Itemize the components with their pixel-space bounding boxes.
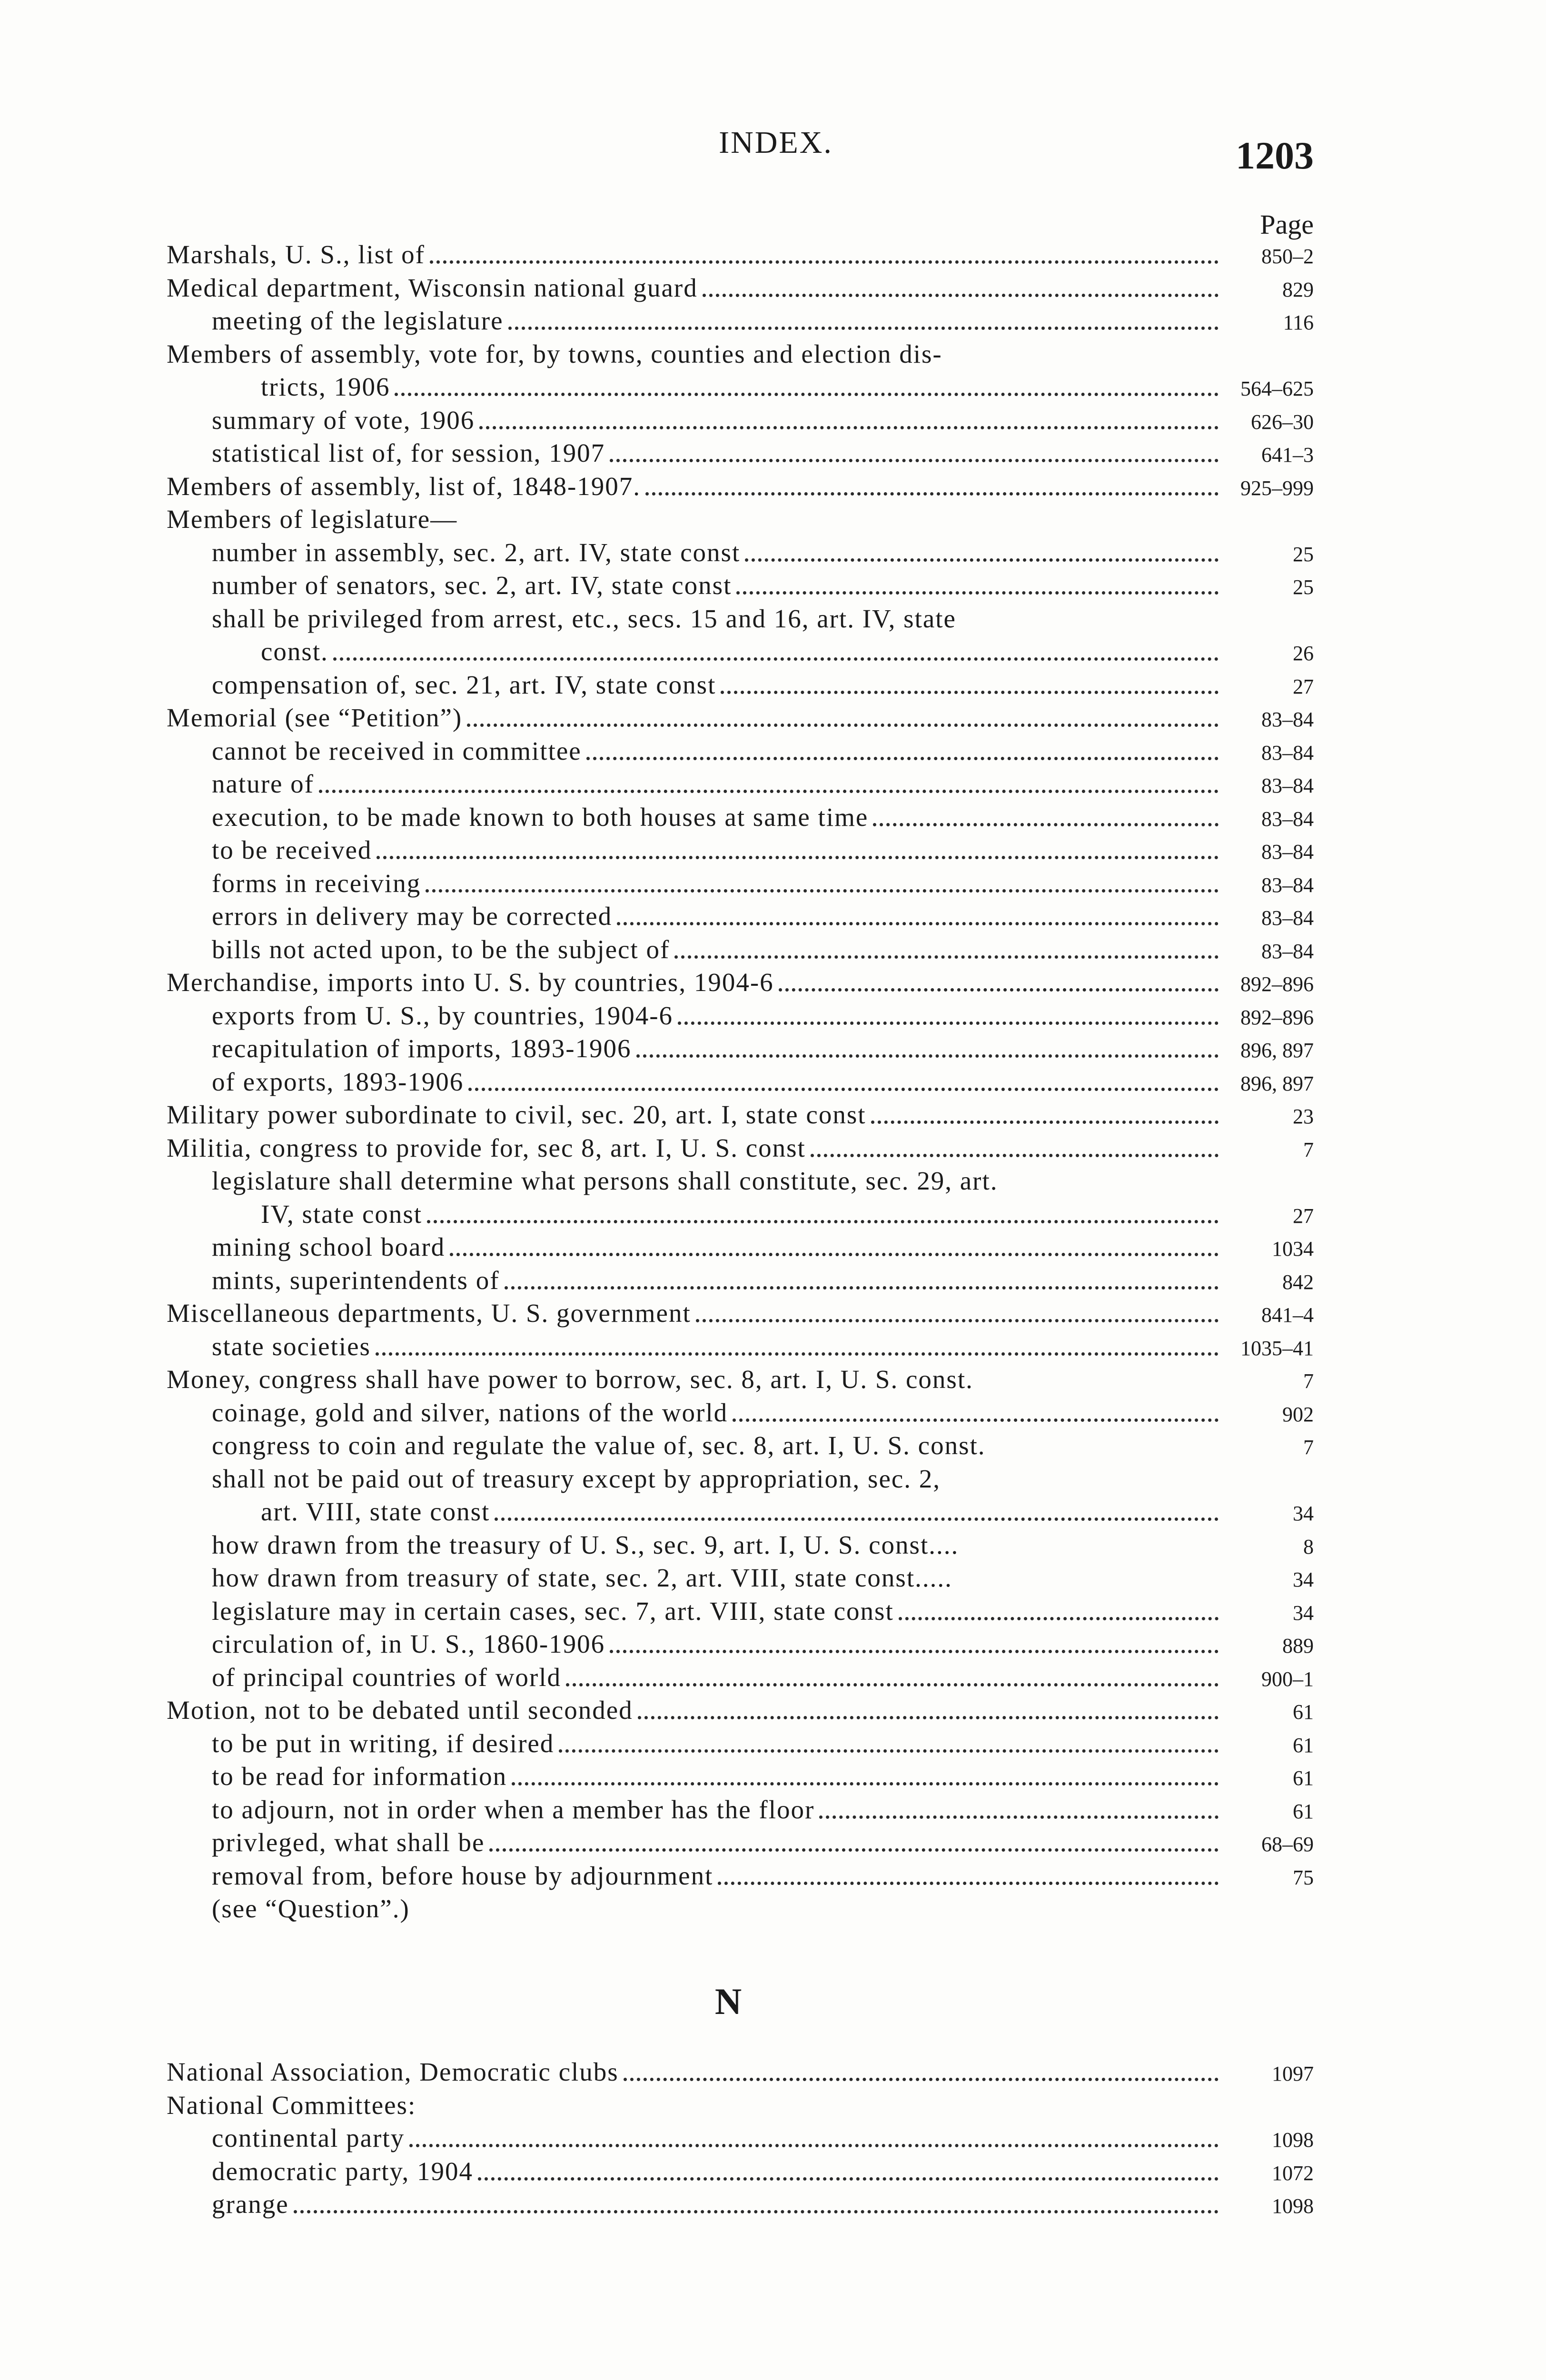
entry-page-ref: 26 bbox=[1293, 642, 1314, 665]
page-column-label: Page bbox=[1260, 209, 1314, 240]
dot-leader bbox=[899, 1617, 1219, 1620]
entry-page-ref: 841–4 bbox=[1261, 1303, 1314, 1327]
index-entry bbox=[0, 1595, 1546, 1628]
dot-leader bbox=[467, 724, 1219, 727]
index-entry bbox=[0, 1264, 1546, 1297]
index-entry bbox=[0, 734, 1546, 768]
entry-page-ref: 83–84 bbox=[1261, 774, 1314, 797]
entry-text: continental party bbox=[212, 2122, 409, 2155]
index-entry bbox=[0, 1297, 1546, 1330]
dot-leader bbox=[508, 327, 1219, 330]
dot-leader bbox=[505, 1286, 1219, 1289]
index-entry bbox=[0, 2188, 1546, 2221]
index-entry bbox=[0, 933, 1546, 966]
index-entry bbox=[0, 1495, 1546, 1528]
index-entry bbox=[0, 1230, 1546, 1264]
entry-text: Military power subordinate to civil, sec. 20, art. I, state const bbox=[167, 1098, 871, 1131]
index-entry bbox=[0, 569, 1546, 602]
entry-page-ref: 842 bbox=[1282, 1270, 1314, 1294]
dot-leader bbox=[566, 1683, 1219, 1686]
dot-leader bbox=[430, 260, 1219, 264]
dot-leader bbox=[377, 856, 1219, 859]
entry-page-ref: 889 bbox=[1282, 1634, 1314, 1657]
index-entry bbox=[0, 801, 1546, 834]
index-entry bbox=[0, 1098, 1546, 1131]
entry-text: number of senators, sec. 2, art. IV, state const bbox=[212, 569, 736, 602]
dot-leader bbox=[624, 2078, 1219, 2081]
entry-text: Money, congress shall have power to borrow, sec. 8, art. I, U. S. const. bbox=[167, 1363, 978, 1396]
entry-page-ref: 61 bbox=[1293, 1799, 1314, 1823]
entry-page-ref: 1072 bbox=[1272, 2161, 1314, 2185]
index-entry bbox=[0, 1164, 1546, 1198]
entry-text: mints, superintendents of bbox=[212, 1264, 505, 1297]
entry-page-ref: 83–84 bbox=[1261, 873, 1314, 897]
dot-leader bbox=[409, 2144, 1219, 2147]
index-entry bbox=[0, 1032, 1546, 1065]
entry-text: legislature shall determine what persons shall constitute, sec. 29, art. bbox=[212, 1164, 1003, 1198]
entry-text: Memorial (see “Petition”) bbox=[167, 701, 467, 734]
dot-leader bbox=[450, 1253, 1219, 1256]
entry-text: const. bbox=[261, 635, 333, 668]
entry-page-ref: 850–2 bbox=[1261, 245, 1314, 268]
entry-page-ref: 25 bbox=[1293, 575, 1314, 599]
entry-page-ref: 61 bbox=[1293, 1766, 1314, 1790]
index-entry bbox=[0, 304, 1546, 337]
dot-leader bbox=[703, 294, 1219, 297]
entry-page-ref: 34 bbox=[1293, 1601, 1314, 1625]
entry-text: democratic party, 1904 bbox=[212, 2155, 478, 2188]
entry-page-ref: 83–84 bbox=[1261, 807, 1314, 831]
index-entry bbox=[0, 1627, 1546, 1661]
entry-text: state societies bbox=[212, 1330, 376, 1363]
entry-text: Merchandise, imports into U. S. by countries, 1904-6 bbox=[167, 966, 779, 999]
index-entry bbox=[0, 1760, 1546, 1793]
entry-text: Members of assembly, vote for, by towns, counties and election dis- bbox=[167, 337, 947, 371]
dot-leader bbox=[376, 1352, 1219, 1356]
dot-leader bbox=[468, 1088, 1219, 1091]
entry-text: to be put in writing, if desired bbox=[212, 1727, 559, 1760]
entry-page-ref: 829 bbox=[1282, 278, 1314, 301]
index-entry bbox=[0, 2089, 1546, 2122]
entry-page-ref: 83–84 bbox=[1261, 939, 1314, 963]
entry-page-ref: 83–84 bbox=[1261, 840, 1314, 863]
index-entry bbox=[0, 1330, 1546, 1363]
index-entry bbox=[0, 767, 1546, 801]
entry-text: mining school board bbox=[212, 1230, 450, 1264]
entry-page-ref: 1034 bbox=[1272, 1237, 1314, 1260]
index-entry bbox=[0, 1561, 1546, 1595]
entry-page-ref: 641–3 bbox=[1261, 443, 1314, 466]
entry-page-ref: 1097 bbox=[1272, 2062, 1314, 2085]
index-entry bbox=[0, 1363, 1546, 1396]
entry-page-ref: 1098 bbox=[1272, 2128, 1314, 2152]
entry-text: bills not acted upon, to be the subject of bbox=[212, 933, 674, 966]
entry-text: Motion, not to be debated until seconded bbox=[167, 1694, 638, 1727]
dot-leader bbox=[678, 1021, 1219, 1025]
index-entry bbox=[0, 1528, 1546, 1562]
entry-text: shall be privileged from arrest, etc., secs. 15 and 16, art. IV, state bbox=[212, 602, 961, 635]
dot-leader bbox=[478, 2177, 1219, 2181]
entry-page-ref: 68–69 bbox=[1261, 1833, 1314, 1856]
entry-page-ref: 564–625 bbox=[1240, 377, 1314, 400]
dot-leader bbox=[696, 1319, 1219, 1322]
dot-leader bbox=[610, 1650, 1219, 1653]
index-entry bbox=[0, 536, 1546, 569]
entry-text: Members of legislature— bbox=[167, 503, 462, 536]
entry-text: Marshals, U. S., list of bbox=[167, 238, 430, 271]
entry-text: meeting of the legislature bbox=[212, 304, 508, 337]
entry-text: Militia, congress to provide for, sec 8, art. I, U. S. const bbox=[167, 1131, 811, 1165]
index-entry bbox=[0, 503, 1546, 536]
entry-text: shall not be paid out of treasury except by appropriation, sec. 2, bbox=[212, 1462, 945, 1496]
entry-page-ref: 27 bbox=[1293, 1204, 1314, 1228]
dot-leader bbox=[426, 889, 1219, 892]
dot-leader bbox=[495, 1517, 1219, 1521]
dot-leader bbox=[512, 1782, 1219, 1785]
index-entry bbox=[0, 2055, 1546, 2089]
entry-page-ref: 83–84 bbox=[1261, 741, 1314, 764]
index-entry bbox=[0, 271, 1546, 305]
dot-leader bbox=[733, 1418, 1219, 1422]
entry-page-ref: 34 bbox=[1293, 1568, 1314, 1591]
index-entry bbox=[0, 2122, 1546, 2155]
entry-page-ref: 61 bbox=[1293, 1733, 1314, 1757]
entry-text: (see “Question”.) bbox=[212, 1892, 415, 1925]
entry-text: Miscellaneous departments, U. S. government bbox=[167, 1297, 696, 1330]
dot-leader bbox=[721, 691, 1219, 694]
entry-text: coinage, gold and silver, nations of the world bbox=[212, 1396, 733, 1429]
entry-text: how drawn from treasury of state, sec. 2, art. VIII, state const..... bbox=[212, 1561, 957, 1595]
index-entry bbox=[0, 701, 1546, 734]
entry-text: of exports, 1893-1906 bbox=[212, 1065, 468, 1099]
dot-leader bbox=[489, 1848, 1219, 1852]
dot-leader bbox=[645, 492, 1219, 496]
index-entry bbox=[0, 1396, 1546, 1429]
index-entry bbox=[0, 1694, 1546, 1727]
entry-page-ref: 83–84 bbox=[1261, 708, 1314, 731]
index-entry bbox=[0, 2155, 1546, 2188]
entry-text: compensation of, sec. 21, art. IV, state const bbox=[212, 668, 721, 702]
entry-page-ref: 1098 bbox=[1272, 2194, 1314, 2218]
index-entry bbox=[0, 1892, 1546, 1925]
dot-leader bbox=[617, 922, 1219, 925]
index-entries-n bbox=[0, 2055, 1546, 2221]
entry-text: tricts, 1906 bbox=[261, 370, 395, 404]
entry-page-ref: 7 bbox=[1303, 1369, 1314, 1393]
index-entry bbox=[0, 1661, 1546, 1694]
dot-leader bbox=[294, 2210, 1219, 2213]
index-entries-m bbox=[0, 238, 1546, 1925]
dot-leader bbox=[636, 1054, 1219, 1058]
index-entry bbox=[0, 470, 1546, 503]
entry-text: of principal countries of world bbox=[212, 1661, 566, 1694]
index-entry bbox=[0, 867, 1546, 900]
index-entry bbox=[0, 1727, 1546, 1760]
dot-leader bbox=[871, 1121, 1219, 1124]
entry-page-ref: 27 bbox=[1293, 674, 1314, 698]
entry-text: privleged, what shall be bbox=[212, 1826, 489, 1859]
index-entry bbox=[0, 1793, 1546, 1826]
entry-text: National Association, Democratic clubs bbox=[167, 2055, 624, 2089]
dot-leader bbox=[427, 1220, 1219, 1223]
dot-leader bbox=[745, 558, 1219, 562]
dot-leader bbox=[811, 1154, 1219, 1157]
index-entry bbox=[0, 833, 1546, 867]
index-entry bbox=[0, 1065, 1546, 1099]
entry-text: exports from U. S., by countries, 1904-6 bbox=[212, 999, 678, 1032]
index-entry bbox=[0, 238, 1546, 271]
dot-leader bbox=[610, 459, 1219, 462]
running-head: INDEX. bbox=[719, 125, 833, 160]
entry-page-ref: 25 bbox=[1293, 542, 1314, 566]
entry-text: to be read for information bbox=[212, 1760, 512, 1793]
dot-leader bbox=[779, 988, 1219, 992]
entry-text: number in assembly, sec. 2, art. IV, state const bbox=[212, 536, 745, 569]
dot-leader bbox=[819, 1815, 1219, 1819]
dot-leader bbox=[395, 393, 1219, 396]
entry-text: nature of bbox=[212, 767, 319, 801]
entry-page-ref: 23 bbox=[1293, 1105, 1314, 1128]
entry-text: recapitulation of imports, 1893-1906 bbox=[212, 1032, 636, 1065]
entry-text: grange bbox=[212, 2188, 294, 2221]
entry-text: how drawn from the treasury of U. S., sec. 9, art. I, U. S. const.... bbox=[212, 1528, 963, 1562]
entry-page-ref: 892–896 bbox=[1240, 1005, 1314, 1029]
dot-leader bbox=[319, 790, 1219, 793]
index-entry bbox=[0, 1198, 1546, 1231]
entry-text: circulation of, in U. S., 1860-1906 bbox=[212, 1627, 610, 1661]
index-entry bbox=[0, 370, 1546, 404]
entry-page-ref: 896, 897 bbox=[1240, 1071, 1314, 1095]
entry-text: legislature may in certain cases, sec. 7, art. VIII, state const bbox=[212, 1595, 899, 1628]
entry-page-ref: 7 bbox=[1303, 1138, 1314, 1161]
dot-leader bbox=[333, 657, 1219, 661]
entry-text: Members of assembly, list of, 1848-1907. bbox=[167, 470, 645, 503]
index-entry bbox=[0, 1429, 1546, 1462]
index-entry bbox=[0, 966, 1546, 999]
entry-page-ref: 83–84 bbox=[1261, 906, 1314, 930]
index-entry bbox=[0, 900, 1546, 933]
entry-page-ref: 116 bbox=[1283, 311, 1314, 334]
index-entry bbox=[0, 602, 1546, 635]
entry-page-ref: 7 bbox=[1303, 1436, 1314, 1459]
entry-text: execution, to be made known to both houses at same time bbox=[212, 801, 873, 834]
entry-text: IV, state const bbox=[261, 1198, 427, 1231]
entry-text: cannot be received in committee bbox=[212, 734, 586, 768]
index-entry bbox=[0, 1859, 1546, 1893]
entry-text: to be received bbox=[212, 833, 377, 867]
entry-text: forms in receiving bbox=[212, 867, 426, 900]
dot-leader bbox=[479, 426, 1219, 429]
entry-page-ref: 626–30 bbox=[1251, 410, 1314, 434]
entry-page-ref: 61 bbox=[1293, 1700, 1314, 1724]
page-number: 1203 bbox=[1236, 134, 1314, 177]
dot-leader bbox=[718, 1882, 1219, 1885]
entry-text: National Committees: bbox=[167, 2089, 421, 2122]
index-entry bbox=[0, 999, 1546, 1032]
dot-leader bbox=[638, 1716, 1219, 1719]
entry-text: Medical department, Wisconsin national guard bbox=[167, 271, 703, 305]
index-entry bbox=[0, 1462, 1546, 1496]
index-entry bbox=[0, 436, 1546, 470]
dot-leader bbox=[586, 757, 1219, 760]
entry-text: statistical list of, for session, 1907 bbox=[212, 436, 610, 470]
entry-page-ref: 75 bbox=[1293, 1865, 1314, 1889]
entry-text: congress to coin and regulate the value of, sec. 8, art. I, U. S. const. bbox=[212, 1429, 991, 1462]
index-entry bbox=[0, 337, 1546, 371]
section-letter-n: N bbox=[714, 1981, 742, 2022]
index-entry bbox=[0, 668, 1546, 702]
index-entry bbox=[0, 1826, 1546, 1859]
entry-page-ref: 1035–41 bbox=[1240, 1336, 1314, 1360]
dot-leader bbox=[736, 591, 1219, 595]
entry-page-ref: 900–1 bbox=[1261, 1667, 1314, 1691]
entry-page-ref: 925–999 bbox=[1240, 476, 1314, 500]
entry-text: summary of vote, 1906 bbox=[212, 404, 479, 437]
dot-leader bbox=[559, 1749, 1219, 1753]
index-entry bbox=[0, 635, 1546, 668]
entry-page-ref: 8 bbox=[1303, 1535, 1314, 1558]
entry-text: art. VIII, state const bbox=[261, 1495, 495, 1528]
dot-leader bbox=[674, 955, 1219, 959]
entry-page-ref: 892–896 bbox=[1240, 972, 1314, 996]
index-entry bbox=[0, 404, 1546, 437]
entry-page-ref: 34 bbox=[1293, 1502, 1314, 1525]
entry-text: errors in delivery may be corrected bbox=[212, 900, 617, 933]
entry-page-ref: 896, 897 bbox=[1240, 1039, 1314, 1062]
index-entry bbox=[0, 1131, 1546, 1165]
entry-page-ref: 902 bbox=[1282, 1402, 1314, 1426]
entry-text: removal from, before house by adjournment bbox=[212, 1859, 718, 1893]
entry-text: to adjourn, not in order when a member has the floor bbox=[212, 1793, 819, 1826]
dot-leader bbox=[873, 823, 1219, 826]
